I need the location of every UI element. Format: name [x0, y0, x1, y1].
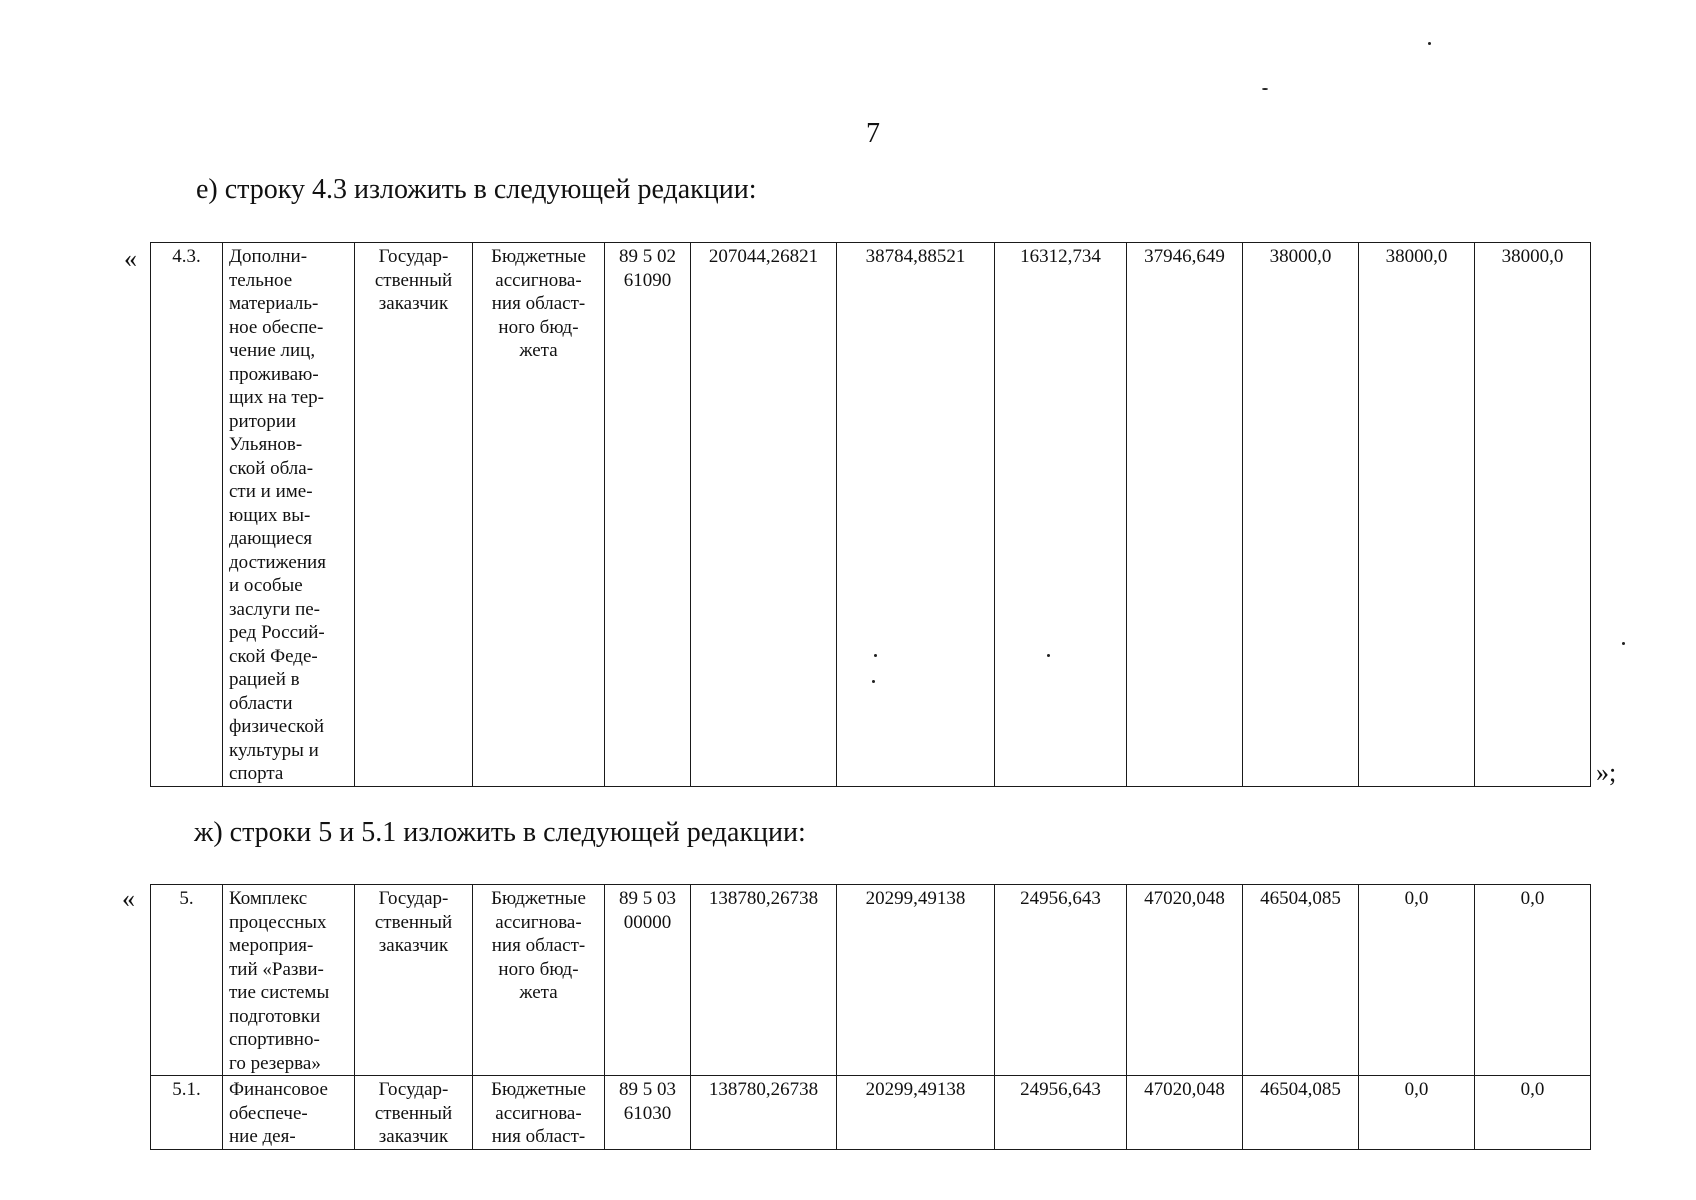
- value-year-3: 37946,649: [1127, 243, 1243, 787]
- value-year-4: 46504,085: [1243, 1076, 1359, 1150]
- closing-quote: »;: [1596, 758, 1617, 787]
- executor: Государ- ственный заказчик: [355, 885, 473, 1076]
- value-year-5: 0,0: [1359, 1076, 1475, 1150]
- measure-name: Комплекс процессных мероприя- тий «Разви- тие системы подготовки спортивно- го резерва»: [223, 885, 355, 1076]
- executor: Государ- ственный заказчик: [355, 243, 473, 787]
- row-number: 5.: [151, 885, 223, 1076]
- funding-source: Бюджетные ассигнова- ния област- ного бюд- жета: [473, 885, 605, 1076]
- value-year-1: 20299,49138: [837, 885, 995, 1076]
- value-total: 138780,26738: [691, 1076, 837, 1150]
- value-year-5: 38000,0: [1359, 243, 1475, 787]
- value-year-3: 47020,048: [1127, 885, 1243, 1076]
- scan-speck: [1047, 654, 1050, 657]
- value-total: 207044,26821: [691, 243, 837, 787]
- value-year-6: 38000,0: [1475, 243, 1591, 787]
- value-total: 138780,26738: [691, 885, 837, 1076]
- value-year-1: 38784,88521: [837, 243, 995, 787]
- executor: Государ- ственный заказчик: [355, 1076, 473, 1150]
- value-year-2: 16312,734: [995, 243, 1127, 787]
- budget-code: 89 5 02 61090: [605, 243, 691, 787]
- funding-source: Бюджетные ассигнова- ния област- ного бюд- жета: [473, 243, 605, 787]
- value-year-2: 24956,643: [995, 885, 1127, 1076]
- table-row: [151, 885, 1591, 1076]
- table-row-4-3: [150, 242, 1591, 787]
- table-row: [151, 1076, 1591, 1150]
- value-year-6: 0,0: [1475, 1076, 1591, 1150]
- row-number: 4.3.: [151, 243, 223, 787]
- value-year-4: 46504,085: [1243, 885, 1359, 1076]
- value-year-4: 38000,0: [1243, 243, 1359, 787]
- opening-quote: «: [122, 884, 135, 913]
- opening-quote: «: [124, 244, 137, 273]
- budget-code: 89 5 03 61030: [605, 1076, 691, 1150]
- page-number: 7: [866, 118, 880, 149]
- scan-speck: [872, 680, 875, 683]
- heading-section-e: е) строку 4.3 изложить в следующей редакции:: [196, 174, 757, 205]
- value-year-3: 47020,048: [1127, 1076, 1243, 1150]
- scan-speck: [1262, 88, 1268, 90]
- value-year-6: 0,0: [1475, 885, 1591, 1076]
- scan-speck: [874, 654, 877, 657]
- measure-name: Финансовое обеспече- ние дея-: [223, 1076, 355, 1150]
- value-year-2: 24956,643: [995, 1076, 1127, 1150]
- heading-section-zh: ж) строки 5 и 5.1 изложить в следующей редакции:: [194, 817, 806, 848]
- measure-name: Дополни- тельное материаль- ное обеспе- чение лиц, проживаю- щих на тер- ритории Ульянов- ской обла- сти и име- ющих вы- дающиеся достижения и особые заслуги пе- ред Россий- ской Феде- рацией в области физической культуры и спорта: [223, 243, 355, 787]
- row-number: 5.1.: [151, 1076, 223, 1150]
- table-rows-5: [150, 884, 1591, 1150]
- table-row: [151, 243, 1591, 787]
- scan-speck: [1428, 42, 1431, 45]
- value-year-5: 0,0: [1359, 885, 1475, 1076]
- funding-source: Бюджетные ассигнова- ния област-: [473, 1076, 605, 1150]
- scan-speck: [1622, 642, 1625, 645]
- budget-code: 89 5 03 00000: [605, 885, 691, 1076]
- value-year-1: 20299,49138: [837, 1076, 995, 1150]
